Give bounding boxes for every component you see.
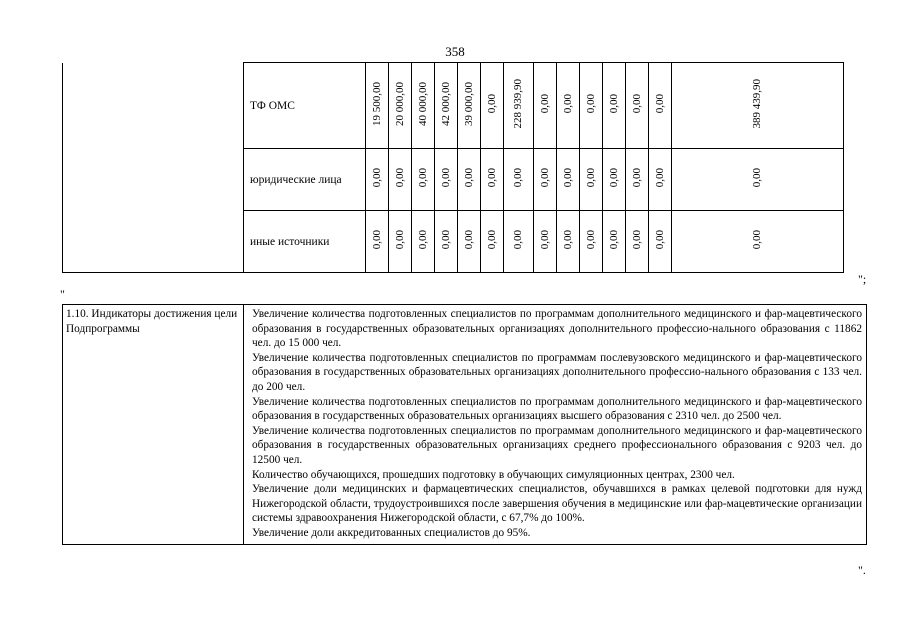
funding-value: 39 000,00 <box>462 82 475 126</box>
funding-value: 0,00 <box>439 230 452 250</box>
funding-value: 40 000,00 <box>416 82 429 126</box>
funding-value: 0,00 <box>607 230 620 250</box>
funding-value-cell <box>504 149 534 211</box>
funding-value-cell <box>626 63 649 149</box>
funding-value-cell <box>389 211 412 273</box>
funding-value-cell <box>504 63 534 149</box>
page-number: 358 <box>445 44 465 59</box>
funding-value: 228 939,90 <box>512 79 524 129</box>
indicator-paragraph: Увеличение количества подготовленных специалистов по программам дополнительного медицинского и фар-мацевтического образования в государственных образовательных организациях дополнительного профессио-нального образования с 11862 чел. до 15 000 чел. <box>252 308 862 350</box>
funding-value: 0,00 <box>538 94 551 114</box>
funding-value: 0,00 <box>607 168 620 188</box>
closing-quote-end: ". <box>858 563 866 577</box>
funding-value-cell <box>557 211 580 273</box>
funding-value-cell <box>504 211 534 273</box>
funding-value: 0,00 <box>393 230 406 250</box>
funding-value: 0,00 <box>485 230 498 250</box>
indicators-table <box>62 304 867 545</box>
funding-value-cell <box>458 211 481 273</box>
funding-value-cell <box>580 149 603 211</box>
funding-value-cell <box>534 149 557 211</box>
funding-value-cell <box>557 63 580 149</box>
funding-value-cell <box>366 63 389 149</box>
funding-value-cell <box>603 63 626 149</box>
funding-value-cell <box>458 63 481 149</box>
opening-quote: " <box>60 287 65 301</box>
funding-total: 389 439,90 <box>751 79 763 129</box>
funding-value-cell <box>389 149 412 211</box>
indicators-row <box>63 305 867 545</box>
indicators-text <box>244 305 867 545</box>
funding-value: 0,00 <box>512 230 524 250</box>
funding-value-cell <box>481 211 504 273</box>
funding-value: 0,00 <box>653 230 666 250</box>
funding-value: 0,00 <box>485 94 498 114</box>
funding-value: 0,00 <box>370 168 383 188</box>
funding-value: 0,00 <box>584 94 597 114</box>
funding-value-cell <box>481 149 504 211</box>
funding-value: 0,00 <box>630 94 643 114</box>
funding-value: 0,00 <box>439 168 452 188</box>
funding-value: 0,00 <box>584 168 597 188</box>
funding-value: 0,00 <box>538 230 551 250</box>
funding-value: 20 000,00 <box>393 82 406 126</box>
funding-value-cell <box>412 63 435 149</box>
funding-value: 0,00 <box>416 168 429 188</box>
funding-value: 0,00 <box>630 168 643 188</box>
funding-value-cell <box>649 149 672 211</box>
funding-value: 0,00 <box>561 94 574 114</box>
funding-value: 0,00 <box>538 168 551 188</box>
funding-value-cell <box>603 211 626 273</box>
indicator-paragraph: Увеличение количества подготовленных специалистов по программам дополнительного медицинского и фар-мацевтического образования в государственных образовательных организациях среднего профессионального образования с 9203 чел. до 12500 чел. <box>252 424 862 466</box>
funding-source-label: ТФ ОМС <box>244 63 366 149</box>
funding-value: 0,00 <box>462 168 475 188</box>
funding-value-cell <box>626 211 649 273</box>
funding-source-label: иные источники <box>244 211 366 273</box>
funding-table <box>62 62 844 273</box>
funding-value: 0,00 <box>653 94 666 114</box>
funding-value-cell <box>366 211 389 273</box>
funding-value-cell <box>649 63 672 149</box>
funding-total-cell <box>672 63 844 149</box>
funding-value: 0,00 <box>561 168 574 188</box>
funding-value: 0,00 <box>561 230 574 250</box>
funding-total: 0,00 <box>751 168 763 188</box>
indicator-paragraph: Увеличение количества подготовленных специалистов по программам послевузовского медицинского и фар-мацевтического образования в государственных образовательных организациях дополнительного профессио-нального образования с 133 чел. до 200 чел. <box>252 351 862 393</box>
funding-value: 0,00 <box>584 230 597 250</box>
indicator-paragraph: Количество обучающихся, прошедших подготовку в обучающих симуляционных центрах, 2300 чел. <box>252 468 735 481</box>
funding-value: 0,00 <box>607 94 620 114</box>
funding-value-cell <box>534 63 557 149</box>
indicators-label: 1.10. Индикаторы достижения цели Подпрограммы <box>63 305 244 545</box>
funding-value-cell <box>458 149 481 211</box>
funding-row <box>63 63 844 149</box>
funding-value-cell <box>534 211 557 273</box>
funding-value-cell <box>435 211 458 273</box>
funding-value: 0,00 <box>416 230 429 250</box>
funding-value: 0,00 <box>653 168 666 188</box>
funding-total-cell <box>672 149 844 211</box>
empty-header-cell <box>63 63 244 273</box>
funding-value-cell <box>366 149 389 211</box>
funding-value-cell <box>580 211 603 273</box>
funding-value: 0,00 <box>393 168 406 188</box>
funding-value-cell <box>481 63 504 149</box>
funding-value: 42 000,00 <box>439 82 452 126</box>
funding-value-cell <box>412 211 435 273</box>
funding-value-cell <box>626 149 649 211</box>
funding-source-label: юридические лица <box>244 149 366 211</box>
funding-total-cell <box>672 211 844 273</box>
funding-value-cell <box>649 211 672 273</box>
funding-value: 0,00 <box>485 168 498 188</box>
indicator-paragraph: Увеличение доли аккредитованных специалистов до 95%. <box>252 526 531 539</box>
indicator-paragraph: Увеличение количества подготовленных специалистов по программам дополнительного медицинского и фар-мацевтического образования в государственных образовательных организациях высшего образования с 2310 чел. до 2500 чел. <box>252 395 862 423</box>
funding-value: 0,00 <box>370 230 383 250</box>
indicator-paragraph: Увеличение доли медицинских и фармацевтических специалистов, обучавшихся в рамках целевой подготовки для нужд Нижегородской области, трудоустроившихся после завершения обучения в медицинские или фар-мацевтические организации системы здравоохранения Нижегородской области, с 67,7% до 100%. <box>252 483 862 525</box>
funding-value-cell <box>435 149 458 211</box>
funding-value-cell <box>580 63 603 149</box>
funding-value: 0,00 <box>630 230 643 250</box>
funding-total: 0,00 <box>751 230 763 250</box>
funding-value-cell <box>435 63 458 149</box>
funding-value-cell <box>389 63 412 149</box>
funding-value: 19 500,00 <box>370 82 383 126</box>
funding-value: 0,00 <box>512 168 524 188</box>
funding-value-cell <box>603 149 626 211</box>
closing-quote: "; <box>858 272 867 286</box>
funding-value-cell <box>557 149 580 211</box>
funding-value-cell <box>412 149 435 211</box>
funding-value: 0,00 <box>462 230 475 250</box>
